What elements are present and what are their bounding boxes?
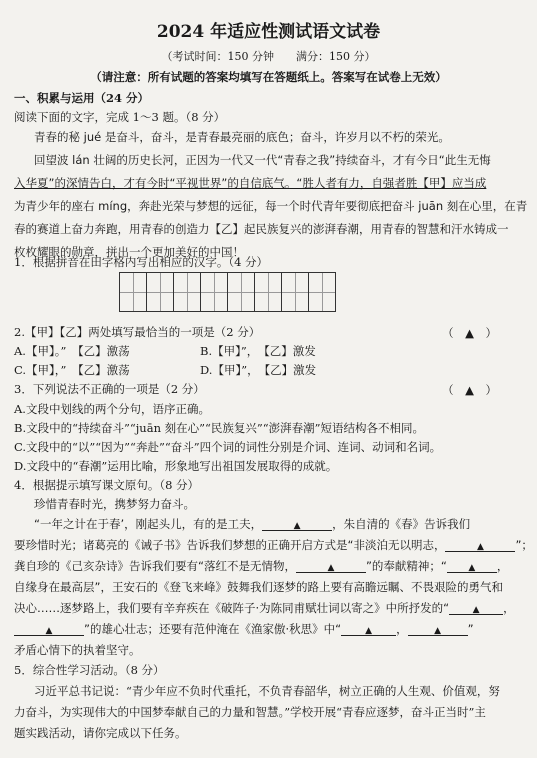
option-a: A.【甲】。” 【乙】激荡 [14,344,130,358]
option-b: B.【甲】”， 【乙】激发 [200,344,316,358]
q4-line: 决心……逐梦路上，我们要有辛弃疾在《破阵子·为陈同甫赋壮词以寄之》中所抒发的“ ▲ ， [14,601,515,615]
answer-blank[interactable]: ▲ [262,519,332,531]
notice: （请注意：所有试题的答案均填写在答题纸上。答案写在试卷上无效） [90,70,447,84]
writing-grid[interactable] [120,272,336,312]
passage-line: 春的赛道上奋力奔跑，用青春的创造力【乙】起民族复兴的澎湃春潮，用青春的智慧和汗水铸成一 [14,222,509,236]
option-d: D.文段中的“春潮”运用比喻，形象地写出祖国发展取得的成就。 [14,459,338,473]
question-1: 1．根据拼音在田字格内写出相应的汉字。（4 分） [14,255,269,269]
grid-cell[interactable] [254,272,282,312]
answer-paren: （ ▲ ） [442,383,497,397]
option-d: D.【甲】”， 【乙】激发 [200,363,317,377]
exam-title: 2024 年适应性测试语文试卷 [156,22,381,42]
passage-line: 回望波 lán 壮阔的历史长河，正因为一代又一代“青春之我”持续奋斗，才有今日“此生无悔 [34,153,491,167]
grid-cell[interactable] [227,272,255,312]
grid-cell[interactable] [200,272,228,312]
passage-line: 为青少年的座右 míng，奔赴光荣与梦想的远征，每一个时代青年要彻底把奋斗 juān 刻在心里，在青 [14,199,528,213]
answer-blank[interactable]: ▲ [14,624,84,636]
option-c: C.文段中的“以”“因为”“奔赴”“奋斗”四个词的词性分别是介词、连词、动词和名词。 [14,440,442,454]
grid-cell[interactable] [146,272,174,312]
question-2: 2.【甲】【乙】两处填写最恰当的一项是（2 分） [14,325,261,339]
question-4: 4．根据提示填写课文原句。（8 分） [14,478,200,492]
answer-blank[interactable]: ▲ [445,540,515,552]
exam-info: （考试时间：150 分钟 满分：150 分） [161,50,376,63]
passage-line: 入华夏”的深情告白，才有今时“平视世界”的自信底气。“胜人者有力，自强者胜【甲】应当成 [14,176,487,190]
question-5: 5．综合性学习活动。（8 分） [14,663,165,677]
answer-blank[interactable]: ▲ [408,624,468,636]
grid-cell[interactable] [119,272,147,312]
section-heading: 一、积累与运用（24 分） [14,91,150,105]
passage-line: 枚枚耀眼的勋章，拼出一个更加美好的中国！ [14,245,244,259]
option-b: B.文段中的“持续奋斗”“juān 刻在心”“民族复兴”“澎湃春潮”短语结构各不相同。 [14,421,425,435]
option-a: A.文段中划线的两个分句，语序正确。 [14,402,210,416]
q5-line: 习近平总书记说：“青少年应不负时代重托，不负青春韶华，树立正确的人生观、价值观，努 [34,684,500,698]
question-3: 3．下列说法不正确的一项是（2 分） [14,382,205,396]
answer-blank[interactable]: ▲ [449,603,503,615]
answer-blank[interactable]: ▲ [447,561,497,573]
q4-line: “一年之计在于春’，刚起头儿，有的是工夫， ▲ ，朱自清的《春》告诉我们 [34,517,471,531]
q4-line: 龚自珍的《己亥杂诗》告诉我们要有“落红不是无情物， ▲ ”的奉献精神；“ ▲ ， [14,559,509,573]
grid-cell[interactable] [281,272,309,312]
answer-blank[interactable]: ▲ [341,624,396,636]
grid-cell[interactable] [173,272,201,312]
grid-cell[interactable] [308,272,336,312]
answer-blank[interactable]: ▲ [296,561,366,573]
q4-line: 珍惜青春时光，携梦努力奋斗。 [34,497,195,511]
reading-intro: 阅读下面的文字，完成 1～3 题。（8 分） [14,110,226,124]
q4-line: 要珍惜时光；诸葛亮的《诫子书》告诉我们梦想的正确开启方式是“非淡泊无以明志， ▲ ”； [14,538,533,552]
q5-line: 力奋斗，为实现伟大的中国梦奉献自己的力量和智慧。”学校开展“青春应逐梦，奋斗正当时”主 [14,705,486,719]
passage-line: 青春的秘 jué 是奋斗，奋斗，是青春最亮丽的底色；奋斗，许岁月以不朽的荣光。 [34,130,450,144]
q4-line: 自缘身在最高层”，王安石的《登飞来峰》鼓舞我们逐梦的路上要有高瞻远瞩、不畏艰险的勇气和 [14,580,503,594]
q4-line: ▲ ”的雄心壮志；还要有范仲淹在《渔家傲·秋思》中“ ▲ ， ▲ ” [14,622,529,636]
option-c: C.【甲】，” 【乙】激荡 [14,363,130,377]
q5-line: 题实践活动，请你完成以下任务。 [14,726,187,740]
q4-line: 矛盾心情下的执着坚守。 [14,643,141,657]
answer-paren: （ ▲ ） [442,326,497,340]
